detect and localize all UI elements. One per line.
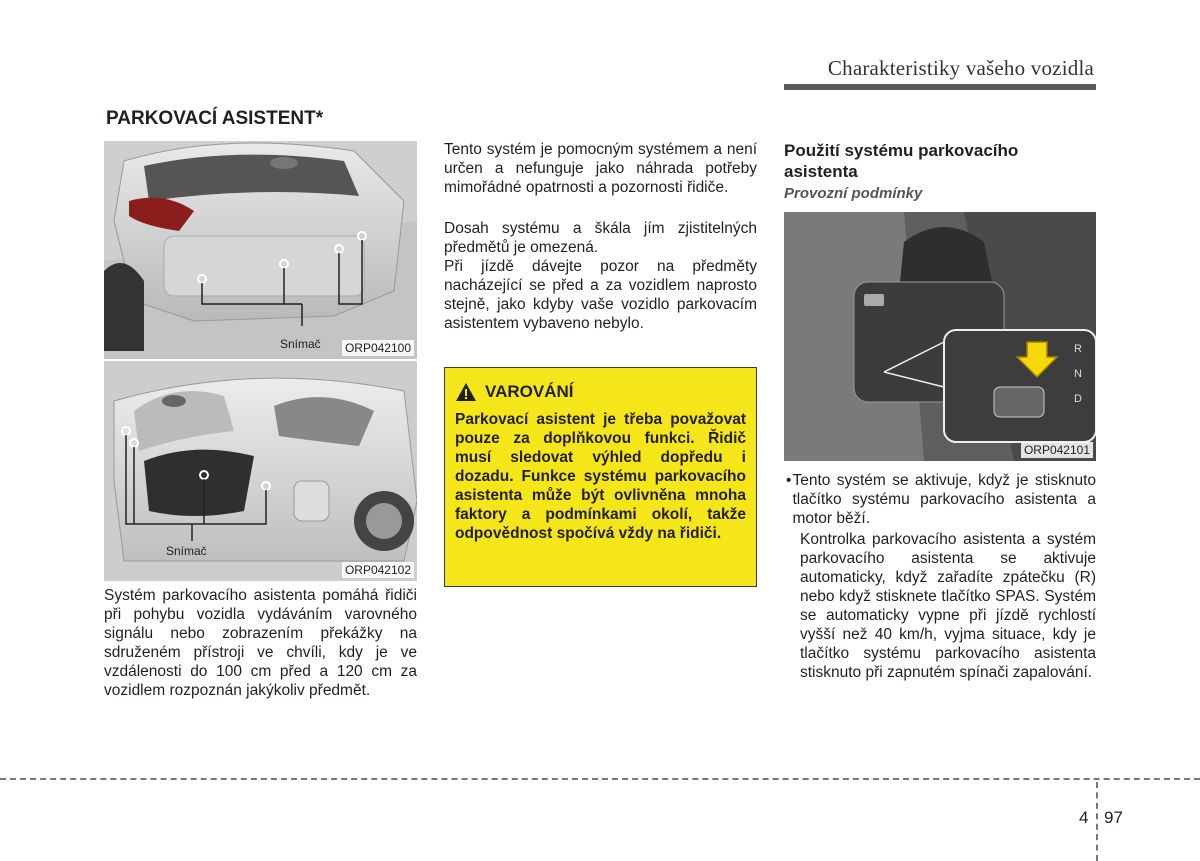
middle-paragraph-2: Dosah systému a škála jím zjistitelných předmětů je omezená. bbox=[444, 220, 757, 256]
figure-code: ORP042100 bbox=[342, 340, 414, 356]
svg-text:D: D bbox=[1074, 393, 1082, 405]
page-header-rule bbox=[784, 84, 1096, 90]
rear-car-illustration bbox=[104, 141, 417, 359]
middle-paragraph-1: Tento systém je pomocným systémem a není určen a nefunguje jako náhrada potřeby mimořádné opatrnosti a pozornosti řidiče. bbox=[444, 141, 757, 196]
rear-sensor-figure bbox=[104, 141, 417, 359]
warning-triangle-icon bbox=[455, 382, 477, 402]
footer-page-separator bbox=[1096, 782, 1098, 861]
page-number: 97 bbox=[1104, 808, 1123, 827]
gear-lever-illustration bbox=[784, 212, 1096, 461]
sensor-label: Snímač bbox=[280, 337, 321, 351]
right-heading: Použití systému parkovacího asistenta bbox=[784, 141, 1019, 181]
warning-title: VAROVÁNÍ bbox=[485, 382, 574, 401]
front-sensor-figure bbox=[104, 361, 417, 581]
page-header-title: Charakteristiky vašeho vozidla bbox=[827, 56, 1094, 80]
svg-text:N: N bbox=[1074, 368, 1082, 380]
footer-dashed-line bbox=[0, 778, 1200, 780]
sensor-label: Snímač bbox=[166, 544, 207, 558]
warning-header bbox=[455, 382, 746, 402]
bullet-icon: • bbox=[786, 472, 792, 489]
warning-text: Parkovací asistent je třeba považovat pouze za doplňkovou funkci. Řidič musí sledovat výhled dopředu i dozadu. Funkce systému parkovacího asistenta může být ovlivněna mnoha faktory a podmínkami okolí, takže odpovědnost spočívá vždy na řidiči. bbox=[455, 411, 746, 542]
chapter-number: 4 bbox=[1079, 808, 1089, 827]
list-item bbox=[786, 471, 1096, 528]
left-paragraph: Systém parkovacího asistenta pomáhá řidiči při pohybu vozidla vydáváním varovného signálu nebo zobrazením překážky na sdruženém přístroji ve chvíli, kdy je ve vzdálenosti do 100 cm před a 120 cm za vozidlem rozpoznán jakýkoliv předmět. bbox=[104, 587, 417, 699]
figure-code: ORP042101 bbox=[1021, 442, 1093, 458]
right-subheading: Provozní podmínky bbox=[784, 185, 923, 202]
section-title: PARKOVACÍ ASISTENT* bbox=[106, 108, 324, 129]
front-car-illustration bbox=[104, 361, 417, 581]
warning-box bbox=[444, 367, 757, 587]
svg-text:R: R bbox=[1074, 343, 1082, 355]
figure-code: ORP042102 bbox=[342, 562, 414, 578]
indented-paragraph: Kontrolka parkovacího asistenta a systém parkovacího asistenta se aktivuje automaticky, když zařadíte zpátečku (R) nebo když stisknete tlačítko SPAS. Systém se automaticky vypne při jízdě rychlostí vyšší než 40 km/h, vyjma situace, kdy je tlačítko systému parkovacího asistenta stisknuto při zapnutém spínači zapalování. bbox=[800, 531, 1096, 681]
spas-button-figure bbox=[784, 212, 1096, 461]
bullet-list bbox=[786, 471, 1096, 682]
bullet-text: Tento systém se aktivuje, když je stisknuto tlačítko systému parkovacího asistenta a motor běží. bbox=[792, 472, 1096, 527]
middle-paragraph-3: Při jízdě dávejte pozor na předměty nacházející se před a za vozidlem naprosto stejně, jako kdyby vaše vozidlo parkovacím asistentem vybaveno nebylo. bbox=[444, 258, 757, 332]
